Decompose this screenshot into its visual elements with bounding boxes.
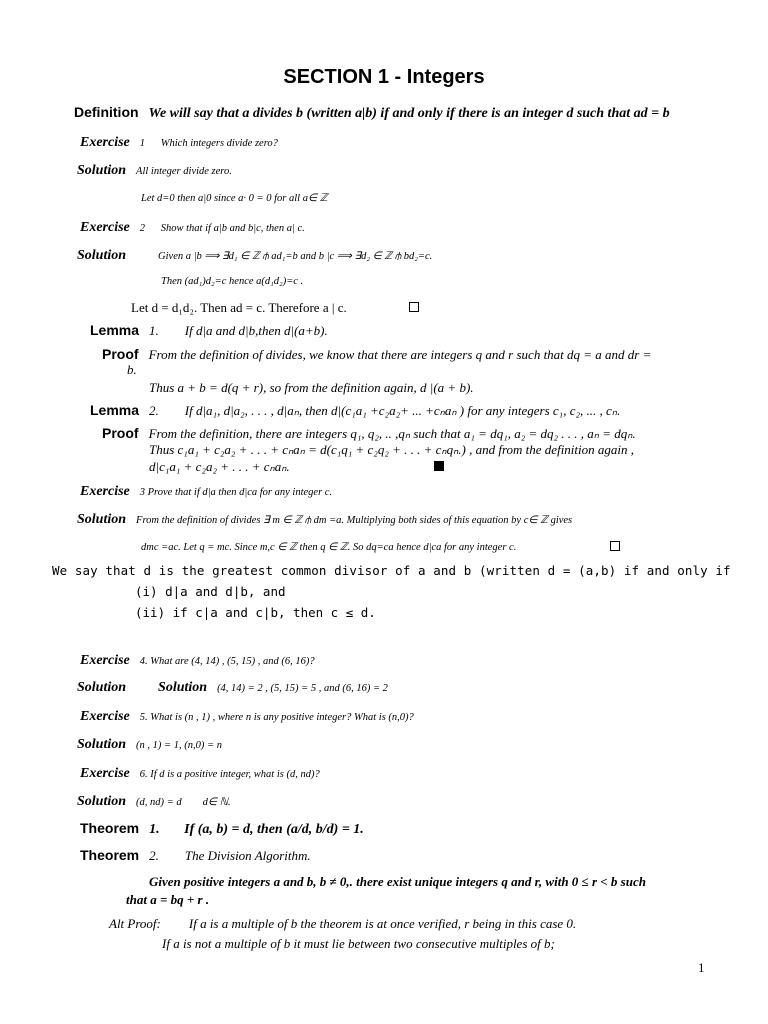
proof-label: Proof <box>102 425 139 441</box>
solution-text: (n , 1) = 1, (n,0) = n <box>136 740 222 751</box>
alt-proof-label: Alt Proof: <box>109 916 161 931</box>
page-number: 1 <box>698 960 705 975</box>
solution-label: Solution <box>77 248 127 263</box>
lemma-2 <box>90 402 620 420</box>
gcd-definition: We say that d is the greatest common divisor of a and b (written d = (a,b) if and only if <box>52 563 731 578</box>
solution-label: Solution <box>77 737 127 752</box>
exercise-text: 4. What are (4, 14) , (5, 15) , and (6, 16)? <box>139 656 315 667</box>
exercise-5 <box>80 707 414 725</box>
proof-1-line-2: b. <box>127 362 137 377</box>
alt-proof <box>109 915 576 933</box>
exercise-text: 5. What is (n , 1) , where n is any positive integer? What is (n,0)? <box>139 712 414 723</box>
alt-proof-line-2: If a is not a multiple of b it must lie between two consecutive multiples of b; <box>162 936 555 951</box>
exercise-1 <box>80 133 278 151</box>
lemma-text: 2. If d|a₁, d|a₂, . . . , d|aₙ, then d|(c₁a₁ +c₂a₂+ ... +cₙaₙ ) for any integers c₁, c₂, ... , cₙ. <box>149 403 621 418</box>
theorem-label: Theorem <box>80 820 140 836</box>
proof-text: From the definition of divides, we know that there are integers q and r such that dq = a and dr = <box>148 347 652 362</box>
qed-box-icon <box>409 302 419 312</box>
solution-text: All integer divide zero. <box>136 166 232 177</box>
alt-proof-line-1: If a is a multiple of b the theorem is at once verified, r being in this case 0. <box>188 916 577 931</box>
solution-text: (d, nd) = d d∈ ℕ. <box>136 797 231 808</box>
exercise-label: Exercise <box>80 484 130 499</box>
exercise-3 <box>80 482 332 500</box>
exercise-text: 6. If d is a positive integer, what is (d, nd)? <box>139 769 320 780</box>
qed-box-icon <box>610 541 620 551</box>
solution-3 <box>77 510 572 528</box>
exercise-text: 1 Which integers divide zero? <box>139 138 278 149</box>
gcd-condition-1: (i) d|a and d|b, and <box>135 584 286 599</box>
lemma-1 <box>90 322 328 340</box>
theorem-1 <box>80 820 364 838</box>
theorem-text: 1. If (a, b) = d, then (a/d, b/d) = 1. <box>149 822 364 837</box>
solution-4 <box>77 678 388 696</box>
solution-5 <box>77 735 222 753</box>
theorem-2-statement: Given positive integers a and b, b ≠ 0,. there exist unique integers q and r, with 0 ≤ r < b such <box>149 874 646 889</box>
solution-label: Solution <box>77 512 127 527</box>
lemma-text: 1. If d|a and d|b,then d|(a+b). <box>149 323 328 338</box>
solution-text: From the definition of divides ∃ m ∈ ℤ ⫛ dm =a. Multiplying both sides of this equation by c∈ ℤ gives <box>136 515 573 526</box>
solution-2-line-3: Let d = d₁d₂. Then ad = c. Therefore a | c. <box>131 300 347 315</box>
solution-label: Solution <box>77 794 127 809</box>
proof-1-line-3: Thus a + b = d(q + r), so from the definition again, d |(a + b). <box>149 380 474 395</box>
solution-text: (4, 14) = 2 , (5, 15) = 5 , and (6, 16) = 2 <box>217 683 388 694</box>
proof-2-line-2: Thus c₁a₁ + c₂a₂ + . . . + cₙaₙ = d(c₁q₁ + c₂q₂ + . . . + cₙqₙ.) , and from the definition again , <box>149 442 634 457</box>
exercise-label: Exercise <box>80 653 130 668</box>
proof-1 <box>102 346 651 364</box>
solution-text: Given a |b ⟹ ∃d₁ ∈ ℤ ⫛ ad₁=b and b |c ⟹ ∃d₂ ∈ ℤ ⫛ bd₂=c. <box>158 251 433 262</box>
qed-filled-box-icon <box>434 461 444 471</box>
exercise-6 <box>80 764 320 782</box>
page-title: SECTION 1 - Integers <box>283 66 485 88</box>
lemma-label: Lemma <box>90 402 140 418</box>
exercise-label: Exercise <box>80 709 130 724</box>
lemma-label: Lemma <box>90 322 140 338</box>
theorem-2-statement-cont: that a = bq + r . <box>126 892 210 907</box>
definition-label: Definition <box>74 104 139 120</box>
proof-label: Proof <box>102 346 139 362</box>
solution-1 <box>77 161 232 179</box>
exercise-4 <box>80 651 315 669</box>
theorem-text: 2. The Division Algorithm. <box>149 848 311 863</box>
solution-label: Solution <box>77 163 127 178</box>
exercise-text: 2 Show that if a|b and b|c, then a| c. <box>139 223 305 234</box>
exercise-label: Exercise <box>80 135 130 150</box>
solution-inner-label: Solution <box>158 680 208 695</box>
solution-2 <box>77 246 432 264</box>
proof-2-line-3: d|c₁a₁ + c₂a₂ + . . . + cₙaₙ. <box>149 459 290 474</box>
gcd-condition-2: (ii) if c|a and c|b, then c ≤ d. <box>135 605 376 620</box>
solution-3-line-2: dmc =ac. Let q = mc. Since m,c ∈ ℤ then q ∈ ℤ. So dq=ca hence d|ca for any integer c. <box>141 542 517 553</box>
proof-text: From the definition, there are integers q₁, q₂, .. ,qₙ such that a₁ = dq₁, a₂ = dq₂ . . . , aₙ = dqₙ. <box>148 426 636 441</box>
exercise-label: Exercise <box>80 220 130 235</box>
proof-2 <box>102 425 636 443</box>
theorem-2 <box>80 847 311 865</box>
exercise-label: Exercise <box>80 766 130 781</box>
exercise-text: 3 Prove that if d|a then d|ca for any integer c. <box>139 487 333 498</box>
solution-2-line-2: Then (ad₁)d₂=c hence a(d₁d₂)=c . <box>161 276 304 287</box>
theorem-label: Theorem <box>80 847 140 863</box>
solution-6 <box>77 792 231 810</box>
solution-label: Solution <box>77 680 127 695</box>
definition-text: We will say that a divides b (written a|b) if and only if there is an integer d such that ad = b <box>148 106 670 121</box>
solution-1-line-2: Let d=0 then a|0 since a· 0 = 0 for all a∈ ℤ <box>141 193 328 204</box>
definition-block <box>74 104 670 122</box>
exercise-2 <box>80 218 305 236</box>
